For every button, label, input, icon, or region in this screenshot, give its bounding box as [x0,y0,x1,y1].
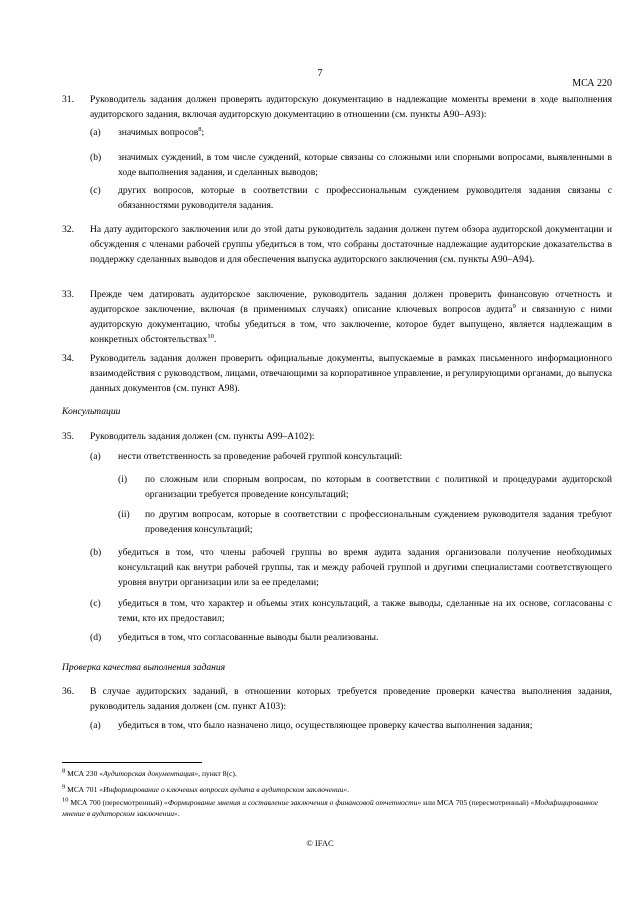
para-35-d-text: убедиться в том, что согласованные выводы были реализованы. [118,632,379,643]
para-35-a-text: нести ответственность за проведение рабочей группой консультаций: [118,451,403,462]
para-35-c-label: (c) [90,598,101,609]
para-33-number: 33. [62,289,74,300]
footnote-8: $^8$ МСА 230 «Аудиторская документация», пункт 8(c). [62,767,237,778]
para-31-b-label: (b) [90,152,102,163]
para-31-number: 31. [62,94,74,105]
para-35-a-i-text: по сложным или спорным вопросам, по которым в соответствии с политикой и процедурами аудиторской организации требуется проведение консультаций; [145,474,612,500]
para-33-text: Прежде чем датировать аудиторское заключение, руководитель задания должен проверить финансовую отчетность и аудиторское заключение, включая (в применимых случаях) описание ключевых вопросов аудита$^9$ и связанную с ними аудиторскую документацию, чтобы убедиться в том, что заключение, которое будет выпущено, является надлежащим в конкретных обстоятельствах$^{10}$. [90,289,612,345]
para-36-a-text: убедиться в том, что было назначено лицо, осуществляющее проверку качества выполнения задания; [118,720,533,731]
para-35-a-i-label: (i) [118,474,128,485]
para-35-a-ii-text: по другим вопросам, которые в соответствии с профессиональным суждением руководителя задания требуют проведения консультаций; [145,509,612,535]
footnote-9: $^9$ МСА 701 «Информирование о ключевых вопросах аудита в аудиторском заключении». [62,783,350,794]
para-34-text: Руководитель задания должен проверить официальные документы, выпускаемые в рамках письменного информационного взаимодействия с руководством, лицами, отвечающими за корпоративное управление, и регулирующими органами, до выпуска данных документов (см. пункт А98). [90,353,612,394]
para-35-number: 35. [62,431,74,442]
page-footer-copyright: © IFAC [306,838,334,848]
para-32-text: На дату аудиторского заключения или до этой даты руководитель задания должен путем обзора аудиторской документации и обсуждения с членами рабочей группы убедиться в том, что собраны достаточные надлежащие аудиторские доказательства в поддержку сделанных выводов и для обеспечения выпуска аудиторского заключения (см. пункты А90–А94). [90,224,612,265]
para-35-b-text: убедиться в том, что члены рабочей группы во время аудита задания организовали получение необходимых консультаций как внутри рабочей группы, так и между рабочей группой и другими специалистами соответствующего уровня внутри организации или за ее пределами; [118,547,612,588]
para-31-a-label: (a) [90,127,101,138]
section-heading-consultations: Консультации [62,406,121,417]
para-31-c-text: других вопросов, которые в соответствии с профессиональным суждением руководителя задания связаны с обязанностями руководителя задания. [118,185,612,211]
para-35-c-text: убедиться в том, что характер и объемы этих консультаций, а также выводы, сделанные на их основе, согласованы с теми, кто их предоставил; [118,598,612,624]
para-32-number: 32. [62,224,74,235]
para-36-number: 36. [62,686,74,697]
page-number: 7 [317,68,323,79]
para-35-b-label: (b) [90,547,102,558]
para-31-c-label: (c) [90,185,101,196]
para-35-a-label: (a) [90,451,101,462]
para-31-b-text: значимых суждений, в том числе суждений, которые связаны со сложными или спорными вопросами, выявленными в ходе выполнения задания, и сделанных выводов; [118,152,612,178]
section-heading-quality-review: Проверка качества выполнения задания [62,662,226,673]
para-34-number: 34. [62,353,74,364]
para-31-text: Руководитель задания должен проверять аудиторскую документацию в надлежащие моменты времени в ходе выполнения аудиторского задания, включая аудиторскую документацию в отношении (см. пункты А90–А93): [90,94,612,120]
document-id: МСА 220 [572,78,612,89]
footnote-10: $^{10}$ МСА 700 (пересмотренный) «Формирование мнения и составление заключения о финансовой отчетности» или МСА 705 (пересмотренный) «Модифицированное мнение в аудиторском заключении». [62,796,599,818]
para-36-text: В случае аудиторских заданий, в отношении которых требуется проведение проверки качества выполнения задания, руководитель задания должен (см. пункт А103): [90,686,612,712]
para-35-text: Руководитель задания должен (см. пункты А99–А102): [90,431,315,442]
footnote-separator [62,762,202,763]
para-36-a-label: (a) [90,720,101,731]
para-35-a-ii-label: (ii) [118,509,130,520]
para-31-a-text: значимых вопросов$^8$; [118,125,205,138]
para-35-d-label: (d) [90,632,102,643]
